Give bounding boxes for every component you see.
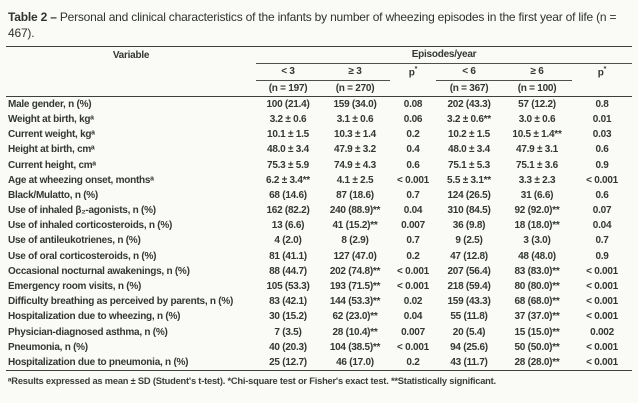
cell-value: 18 (18.0)**	[514, 220, 560, 232]
cell-value: 0.2	[390, 355, 436, 371]
cell-value: 10.2 ± 1.5	[448, 129, 490, 141]
cell-value: 0.7	[595, 235, 609, 247]
p1-superscript: *	[414, 65, 418, 73]
table-row	[6, 279, 632, 294]
cell-value: 20 (5.4)	[452, 326, 486, 338]
cell-value: 10.1 ± 1.5	[267, 129, 309, 141]
footnote: ᵃResults expressed as mean ± SD (Student's t-test). *Chi-square test or Fisher's exact test. **Statistically significant.	[8, 376, 496, 387]
cell-value: 68 (68.0)**	[514, 296, 560, 308]
table-row	[6, 233, 632, 248]
table-row	[6, 264, 632, 279]
cell-value: 0.7	[406, 189, 420, 201]
row-label: Hospitalization due to wheezing, n (%)	[8, 311, 181, 323]
cell-value: 0.08	[403, 98, 423, 110]
cell-value: 159 (43.3)	[447, 296, 491, 308]
row-label: Current height, cmᵃ	[8, 159, 96, 171]
cell-value: < 0.001	[572, 355, 632, 371]
cell-value: 0.6	[595, 144, 609, 156]
cell-value: < 0.001	[397, 341, 429, 353]
cell-value: 0.6	[595, 189, 609, 201]
cell-value: 3 (3.0)	[523, 235, 551, 247]
cell-value: 47.9 ± 3.2	[334, 144, 376, 156]
cell-value: < 0.001	[586, 341, 618, 353]
row-label: Occasional nocturnal awakenings, n (%)	[8, 265, 190, 277]
cell-value: 50 (50.0)**	[514, 341, 560, 353]
table-header	[6, 47, 632, 96]
table-row	[6, 127, 632, 142]
table-row	[6, 112, 632, 127]
cell-value: 0.007	[401, 326, 425, 338]
row-label: Black/Mulatto, n (%)	[8, 189, 99, 201]
episodes-group-header: Episodes/year	[256, 47, 632, 63]
cell-value: 193 (71.5)**	[329, 281, 381, 293]
cell-value: 15 (15.0)**	[514, 326, 560, 338]
col-header-p2	[572, 63, 632, 80]
table-row	[6, 158, 632, 173]
cell-value: < 0.001	[586, 174, 618, 186]
cell-value: 0.9	[595, 250, 609, 262]
cell-value: < 0.001	[397, 265, 429, 277]
cell-value: 0.8	[595, 98, 609, 110]
n-header-p2	[572, 80, 632, 96]
row-label: Hospitalization due to pneumonia, n (%)	[6, 355, 256, 371]
table-row	[6, 218, 632, 233]
cell-value: < 0.001	[397, 281, 429, 293]
n-header-lt6: (n = 367)	[436, 80, 502, 96]
row-label: Use of inhaled β₂-agonists, n (%)	[8, 205, 156, 217]
table-row	[6, 188, 632, 203]
cell-value: 80 (80.0)**	[514, 281, 560, 293]
cell-value: 30 (15.2)	[269, 311, 307, 323]
row-label: Age at wheezing onset, monthsᵃ	[8, 174, 154, 186]
cell-value: 75.1 ± 5.3	[448, 159, 490, 171]
cell-value: 40 (20.3)	[269, 341, 307, 353]
cell-value: 83 (83.0)**	[514, 265, 560, 277]
table-row	[6, 96, 632, 112]
cell-value: 48.0 ± 3.4	[448, 144, 490, 156]
cell-value: 0.04	[403, 205, 423, 217]
cell-value: 0.04	[592, 220, 612, 232]
cell-value: 4.1 ± 2.5	[336, 174, 374, 186]
cell-value: 0.2	[406, 129, 420, 141]
cell-value: 31 (6.6)	[520, 189, 554, 201]
p1-label: p	[408, 66, 415, 78]
cell-value: 202 (43.3)	[447, 98, 491, 110]
table-title	[6, 7, 632, 46]
header-row-n	[6, 80, 632, 96]
p2-superscript: *	[603, 65, 607, 73]
cell-value: 74.9 ± 4.3	[334, 159, 376, 171]
cell-value: < 0.001	[586, 311, 618, 323]
cell-value: 47 (12.8)	[450, 250, 488, 262]
characteristics-table	[6, 46, 632, 371]
cell-value: 124 (26.5)	[447, 189, 491, 201]
cell-value: < 0.001	[586, 265, 618, 277]
cell-value: 3.3 ± 2.3	[518, 174, 556, 186]
row-label: Difficulty breathing as perceived by parents, n (%)	[8, 296, 234, 308]
col-header-ge3: ≥ 3	[320, 63, 390, 80]
cell-value: 3.1 ± 0.6	[336, 113, 374, 125]
p2-label: p	[597, 66, 604, 78]
header-spacer	[6, 80, 256, 96]
cell-value: 0.02	[403, 296, 423, 308]
table-row	[6, 173, 632, 188]
cell-value: 68 (14.6)	[269, 189, 307, 201]
row-label: Use of inhaled corticosteroids, n (%)	[8, 220, 173, 232]
row-label: Current weight, kgᵃ	[8, 129, 95, 141]
cell-value: 48.0 ± 3.4	[267, 144, 309, 156]
cell-value: 310 (84.5)	[447, 205, 491, 217]
cell-value: 75.1 ± 3.6	[516, 159, 558, 171]
cell-value: 0.007	[401, 220, 425, 232]
cell-value: 43 (11.7)	[436, 355, 502, 371]
cell-value: 100 (21.4)	[266, 98, 310, 110]
cell-value: 0.07	[592, 205, 612, 217]
cell-value: 46 (17.0)	[320, 355, 390, 371]
row-label: Male gender, n (%)	[8, 98, 92, 110]
cell-value: 28 (28.0)**	[502, 355, 572, 371]
cell-value: 41 (15.2)**	[332, 220, 378, 232]
cell-value: 202 (74.8)**	[329, 265, 381, 277]
row-label: Use of antileukotrienes, n (%)	[8, 235, 141, 247]
cell-value: 62 (23.0)**	[332, 311, 378, 323]
table-title-label: Table 2 –	[8, 10, 57, 24]
variable-column-header: Variable	[112, 49, 150, 61]
cell-value: 28 (10.4)**	[332, 326, 378, 338]
cell-value: 5.5 ± 3.1**	[447, 174, 491, 186]
cell-value: 10.3 ± 1.4	[334, 129, 376, 141]
table-body	[6, 96, 632, 370]
cell-value: 36 (9.8)	[452, 220, 486, 232]
cell-value: 0.06	[403, 113, 423, 125]
col-header-lt3: < 3	[256, 63, 320, 80]
cell-value: 144 (53.3)**	[329, 296, 381, 308]
row-label: Pneumonia, n (%)	[8, 341, 88, 353]
table-row	[6, 325, 632, 340]
header-spacer	[6, 63, 256, 80]
cell-value: 48 (48.0)	[518, 250, 556, 262]
row-label: Emergency room visits, n (%)	[8, 281, 142, 293]
cell-value: 7 (3.5)	[274, 326, 302, 338]
cell-value: 218 (59.4)	[447, 281, 491, 293]
cell-value: < 0.001	[586, 296, 618, 308]
cell-value: 57 (12.2)	[518, 98, 556, 110]
cell-value: 240 (88.9)**	[329, 205, 381, 217]
cell-value: 8 (2.9)	[341, 235, 369, 247]
cell-value: 92 (92.0)**	[514, 205, 560, 217]
cell-value: 3.2 ± 0.6**	[447, 113, 491, 125]
cell-value: 6.2 ± 3.4**	[266, 174, 310, 186]
table-row	[6, 203, 632, 218]
row-label: Weight at birth, kgᵃ	[8, 113, 94, 125]
cell-value: 55 (11.8)	[450, 311, 488, 323]
cell-value: 37 (37.0)**	[514, 311, 560, 323]
cell-value: 0.002	[590, 326, 614, 338]
cell-value: 0.2	[406, 250, 420, 262]
cell-value: 0.03	[592, 129, 612, 141]
n-header-ge3: (n = 270)	[320, 80, 390, 96]
cell-value: 0.7	[406, 235, 420, 247]
cell-value: 4 (2.0)	[274, 235, 302, 247]
cell-value: 81 (41.1)	[269, 250, 307, 262]
cell-value: 83 (42.1)	[269, 296, 307, 308]
cell-value: 104 (38.5)**	[329, 341, 381, 353]
table-row	[6, 249, 632, 264]
cell-value: 0.04	[403, 311, 423, 323]
cell-value: 0.6	[406, 159, 420, 171]
cell-value: < 0.001	[586, 281, 618, 293]
col-header-p1	[390, 63, 436, 80]
cell-value: 87 (18.6)	[336, 189, 374, 201]
cell-value: 127 (47.0)	[333, 250, 377, 262]
cell-value: 75.3 ± 5.9	[267, 159, 309, 171]
n-header-lt3: (n = 197)	[256, 80, 320, 96]
cell-value: 88 (44.7)	[269, 265, 307, 277]
table-row	[6, 294, 632, 309]
cell-value: 13 (6.6)	[271, 220, 305, 232]
cell-value: 0.9	[595, 159, 609, 171]
table-row	[6, 340, 632, 355]
row-label: Use of oral corticosteroids, n (%)	[8, 250, 157, 262]
cell-value: 3.0 ± 0.6	[518, 113, 556, 125]
table-row	[6, 355, 632, 371]
col-header-ge6: ≥ 6	[502, 63, 572, 80]
cell-value: 3.2 ± 0.6	[269, 113, 307, 125]
cell-value: 9 (2.5)	[455, 235, 483, 247]
header-row-columns	[6, 63, 632, 80]
cell-value: 0.4	[406, 144, 420, 156]
row-label: Physician-diagnosed asthma, n (%)	[8, 326, 168, 338]
table-title-text: Personal and clinical characteristics of the infants by number of wheezing episodes in the first year of life (n = 467).	[8, 10, 617, 41]
cell-value: 94 (25.6)	[450, 341, 488, 353]
n-header-ge6: (n = 100)	[502, 80, 572, 96]
table-row	[6, 142, 632, 157]
cell-value: 10.5 ± 1.4**	[512, 129, 562, 141]
cell-value: 25 (12.7)	[256, 355, 320, 371]
header-row-groups	[6, 47, 632, 63]
cell-value: 105 (53.3)	[266, 281, 310, 293]
cell-value: 207 (56.4)	[447, 265, 491, 277]
table-row	[6, 309, 632, 324]
cell-value: < 0.001	[397, 174, 429, 186]
n-header-p1	[390, 80, 436, 96]
cell-value: 162 (82.2)	[266, 205, 310, 217]
cell-value: 47.9 ± 3.1	[516, 144, 558, 156]
cell-value: 0.01	[592, 113, 612, 125]
row-label: Height at birth, cmᵃ	[8, 144, 95, 156]
col-header-lt6: < 6	[436, 63, 502, 80]
cell-value: 159 (34.0)	[333, 98, 377, 110]
